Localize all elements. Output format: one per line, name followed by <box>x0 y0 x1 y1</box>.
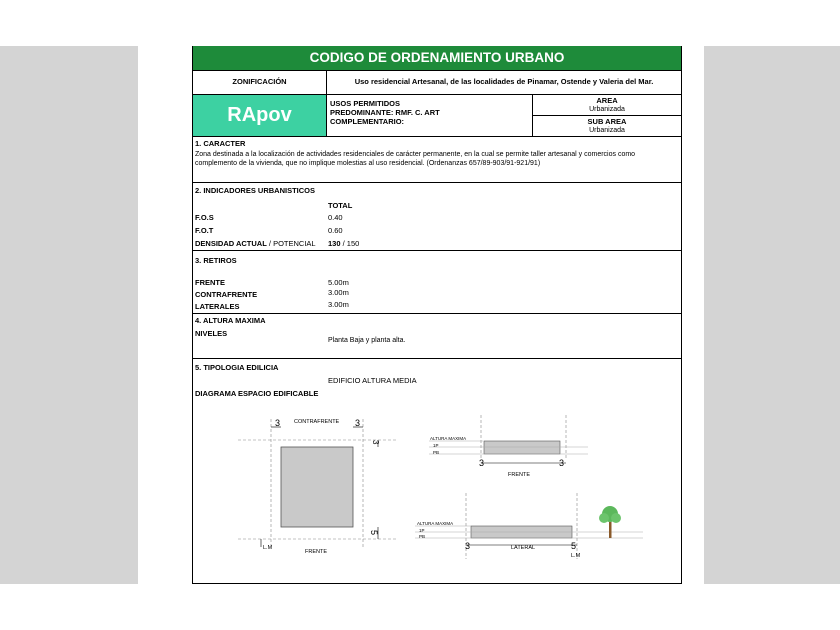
densidad-value <box>328 239 359 248</box>
frente-value: 5.00m <box>328 278 349 287</box>
lateral-five: 5 <box>571 541 577 551</box>
zoning-document <box>192 46 682 584</box>
front-three-right: 3 <box>559 458 565 468</box>
lateral-1p: 1P <box>419 528 425 533</box>
plan-contrafrente-label: CONTRAFRENTE <box>294 419 340 425</box>
front-altura-maxima: ALTURA MAXIMA <box>430 436 467 441</box>
plan-frente-label: FRENTE <box>305 549 327 555</box>
left-gray-margin <box>0 46 138 584</box>
altura-section <box>193 313 681 358</box>
fos-label: F.O.S <box>195 213 214 222</box>
right-gray-margin <box>704 46 840 584</box>
usos-line3: COMPLEMENTARIO: <box>330 117 405 126</box>
densidad-rest: / 150 <box>340 239 360 248</box>
area-cells <box>533 95 681 136</box>
laterales-label: LATERALES <box>195 302 240 311</box>
fot-label: F.O.T <box>195 226 214 235</box>
indicadores-heading: 2. INDICADORES URBANISTICOS <box>195 186 316 195</box>
front-pb: PB <box>433 450 440 455</box>
frente-label: FRENTE <box>195 278 225 287</box>
zonificacion-label: ZONIFICACIÓN <box>193 71 327 94</box>
niveles-value: Planta Baja y planta alta. <box>328 337 406 344</box>
plan-three-left: 3 <box>275 418 281 428</box>
tipologia-heading: 5. TIPOLOGIA EDILICIA <box>195 363 279 372</box>
tipologia-value: EDIFICIO ALTURA MEDIA <box>328 376 417 385</box>
area-label: AREA <box>596 96 618 105</box>
lateral-altura-maxima: ALTURA MAXIMA <box>417 521 454 526</box>
niveles-label: NIVELES <box>195 329 228 338</box>
caracter-text: Zona destinada a la localización de actividades residenciales de carácter permanente, en la cual se permite taller artesanal y comercios como complemento de la vivienda, que no implique molestias al uso residencial. (Ordenanzas 657/89-903/91-921/91) <box>195 151 636 167</box>
usos-line1: USOS PERMITIDOS <box>330 99 401 108</box>
lateral-pb: PB <box>419 534 426 539</box>
usos-line2: PREDOMINANTE: RMF. C. ART <box>330 108 440 117</box>
plan-three-side: 3 <box>371 440 380 445</box>
laterales-value: 3.00m <box>328 300 349 309</box>
subarea-value: Urbanizada <box>589 127 625 134</box>
diagram-label: DIAGRAMA ESPACIO EDIFICABLE <box>195 389 319 398</box>
subarea-label: SUB AREA <box>587 117 627 126</box>
densidad-label-rest: / POTENCIAL <box>266 239 316 248</box>
plan-five: 5 <box>369 530 379 536</box>
zonificacion-value: Uso residencial Artesanal, de las localidades de Pinamar, Ostende y Valeria del Mar. <box>354 77 654 86</box>
usos-permitidos <box>327 95 533 136</box>
zonificacion-row <box>193 70 681 94</box>
caracter-heading: 1. CARACTER <box>195 139 246 148</box>
area-cell <box>533 95 681 115</box>
retiros-heading: 3. RETIROS <box>195 256 237 265</box>
altura-heading: 4. ALTURA MAXIMA <box>195 316 266 325</box>
total-label: TOTAL <box>328 201 353 210</box>
front-1p: 1P <box>433 443 439 448</box>
document-title: CODIGO DE ORDENAMIENTO URBANO <box>193 46 681 70</box>
front-three-left: 3 <box>479 458 485 468</box>
fos-value: 0.40 <box>328 213 343 222</box>
area-value: Urbanizada <box>589 106 625 113</box>
contrafrente-value: 3.00m <box>328 288 349 297</box>
densidad-label-bold: DENSIDAD ACTUAL <box>195 239 267 248</box>
buildable-space-diagram <box>193 359 681 584</box>
caracter-section <box>193 136 681 182</box>
lateral-label: LATERAL <box>511 545 536 551</box>
zone-code-badge: RApov <box>193 95 327 136</box>
lateral-lm-label: L.M <box>571 553 581 559</box>
usos-row <box>193 94 681 136</box>
plan-three-right: 3 <box>355 418 361 428</box>
subarea-cell <box>533 115 681 136</box>
retiros-section <box>193 250 681 313</box>
tree-icon <box>599 506 621 538</box>
densidad-actual: 130 <box>328 239 341 248</box>
contrafrente-label: CONTRAFRENTE <box>195 290 258 299</box>
front-frente-label: FRENTE <box>508 472 530 478</box>
lateral-three: 3 <box>465 541 471 551</box>
indicadores-section <box>193 182 681 250</box>
tipologia-section <box>193 358 681 584</box>
fot-value: 0.60 <box>328 226 343 235</box>
densidad-label <box>195 239 316 248</box>
plan-view <box>238 419 398 547</box>
plan-lm-label: L.M <box>263 545 273 551</box>
